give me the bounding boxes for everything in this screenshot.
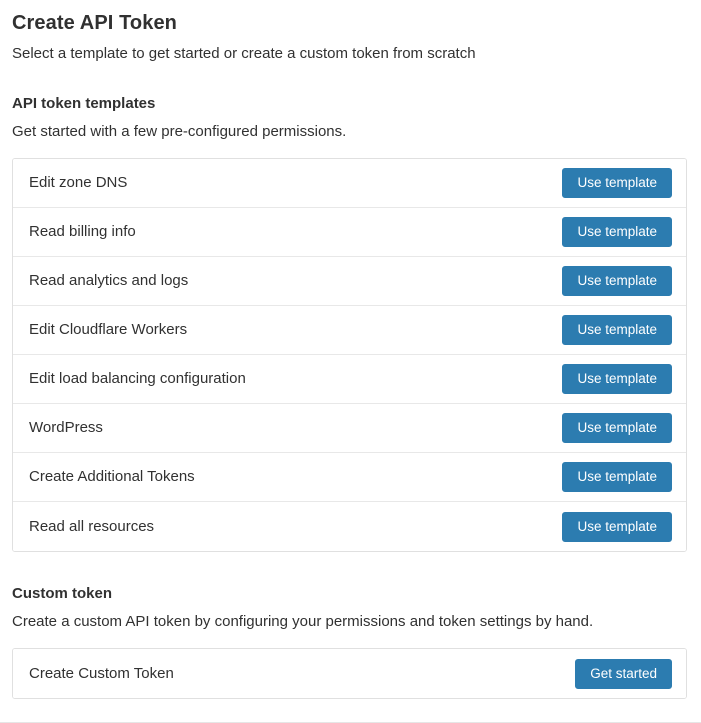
custom-token-section: [12, 584, 687, 699]
templates-section-title: API token templates: [12, 95, 156, 112]
use-template-button[interactable]: Use template: [562, 413, 672, 443]
template-name: Edit load balancing configuration: [29, 370, 246, 387]
use-template-button[interactable]: Use template: [562, 168, 672, 198]
template-name: WordPress: [29, 419, 103, 436]
template-name: Create Additional Tokens: [29, 468, 195, 485]
table-row: [13, 404, 686, 453]
table-row: [13, 306, 686, 355]
use-template-button[interactable]: Use template: [562, 217, 672, 247]
table-row: [13, 208, 686, 257]
get-started-button[interactable]: Get started: [575, 659, 672, 689]
custom-token-list: [12, 648, 687, 699]
use-template-button[interactable]: Use template: [562, 315, 672, 345]
api-token-templates-section: [12, 94, 687, 552]
use-template-button[interactable]: Use template: [562, 512, 672, 542]
templates-section-description: Get started with a few pre-configured permissions.: [12, 123, 347, 140]
template-name: Read analytics and logs: [29, 272, 189, 289]
use-template-button[interactable]: Use template: [562, 364, 672, 394]
table-row: [13, 355, 686, 404]
custom-section-description: Create a custom API token by configuring your permissions and token settings by hand.: [12, 613, 594, 630]
page-subtitle: Select a template to get started or create a custom token from scratch: [12, 45, 476, 62]
use-template-button[interactable]: Use template: [562, 266, 672, 296]
table-row: [13, 649, 686, 698]
template-name: Edit zone DNS: [29, 174, 128, 191]
table-row: [13, 159, 686, 208]
template-name: Read all resources: [29, 517, 155, 535]
templates-list: [12, 158, 687, 552]
template-name: Read billing info: [29, 223, 136, 240]
table-row: [13, 453, 686, 502]
table-row: [13, 257, 686, 306]
table-row: [13, 502, 686, 551]
page-title: Create API Token: [12, 12, 177, 34]
template-name: Edit Cloudflare Workers: [29, 321, 188, 338]
custom-token-name: Create Custom Token: [29, 664, 174, 682]
custom-section-title: Custom token: [12, 585, 113, 602]
use-template-button[interactable]: Use template: [562, 462, 672, 492]
